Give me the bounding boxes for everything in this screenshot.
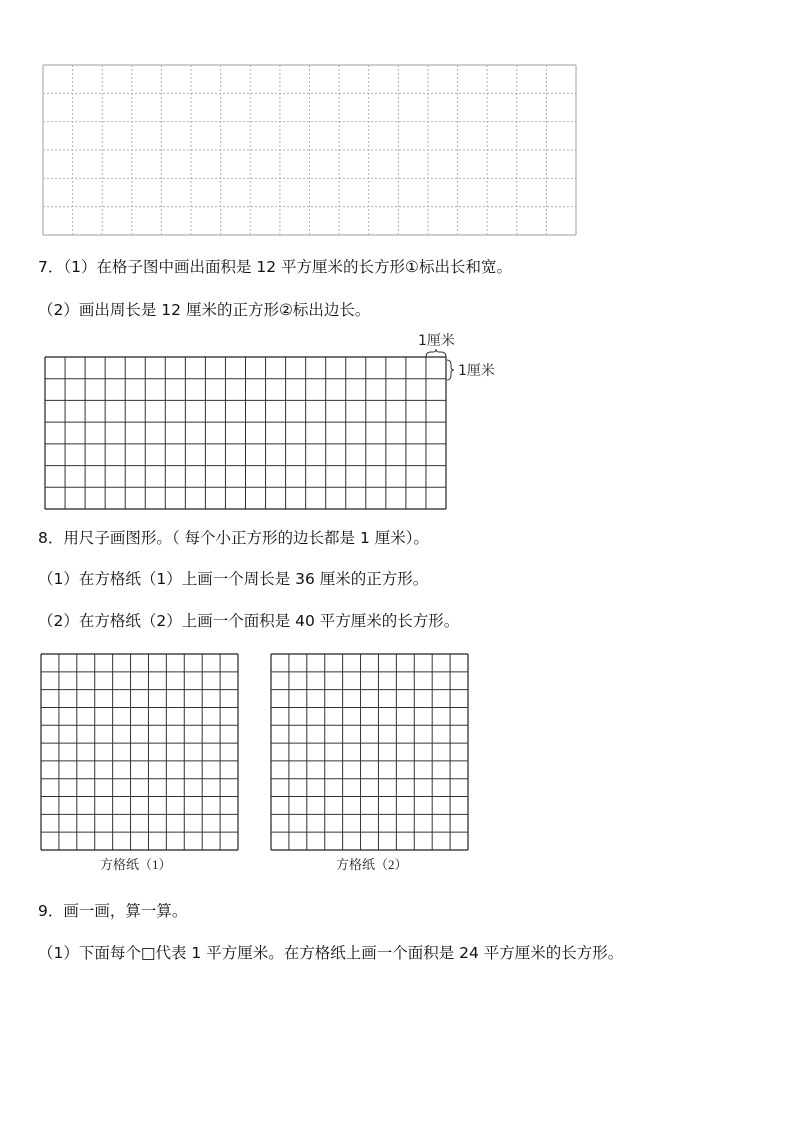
- grid-paper-2: [270, 653, 470, 851]
- grid-paper-1: [40, 653, 240, 851]
- top-dashed-grid: [42, 64, 578, 236]
- question-7-part-2: （2）画出周长是 12 厘米的正方形②标出边长。: [38, 301, 371, 319]
- unit-label-top: 1厘米: [418, 333, 455, 349]
- unit-label-side: 1厘米: [458, 363, 495, 379]
- question-8-part-2: （2）在方格纸（2）上画一个面积是 40 平方厘米的长方形。: [38, 612, 460, 630]
- question-9-instruction: 9．画一画，算一算。: [38, 902, 188, 920]
- question-8-part-1: （1）在方格纸（1）上画一个周长是 36 厘米的正方形。: [38, 570, 429, 588]
- question-7-grid: [44, 356, 448, 510]
- question-8-instruction: 8．用尺子画图形。（ 每个小正方形的边长都是 1 厘米）。: [38, 529, 430, 547]
- grid-paper-2-caption: 方格纸（2）: [336, 857, 408, 872]
- question-9-part-1: （1）下面每个□代表 1 平方厘米。在方格纸上画一个面积是 24 平方厘米的长方形。: [38, 944, 624, 962]
- question-7-part-1: 7．（1）在格子图中画出面积是 12 平方厘米的长方形①标出长和宽。: [38, 258, 512, 276]
- grid-paper-1-caption: 方格纸（1）: [100, 857, 172, 872]
